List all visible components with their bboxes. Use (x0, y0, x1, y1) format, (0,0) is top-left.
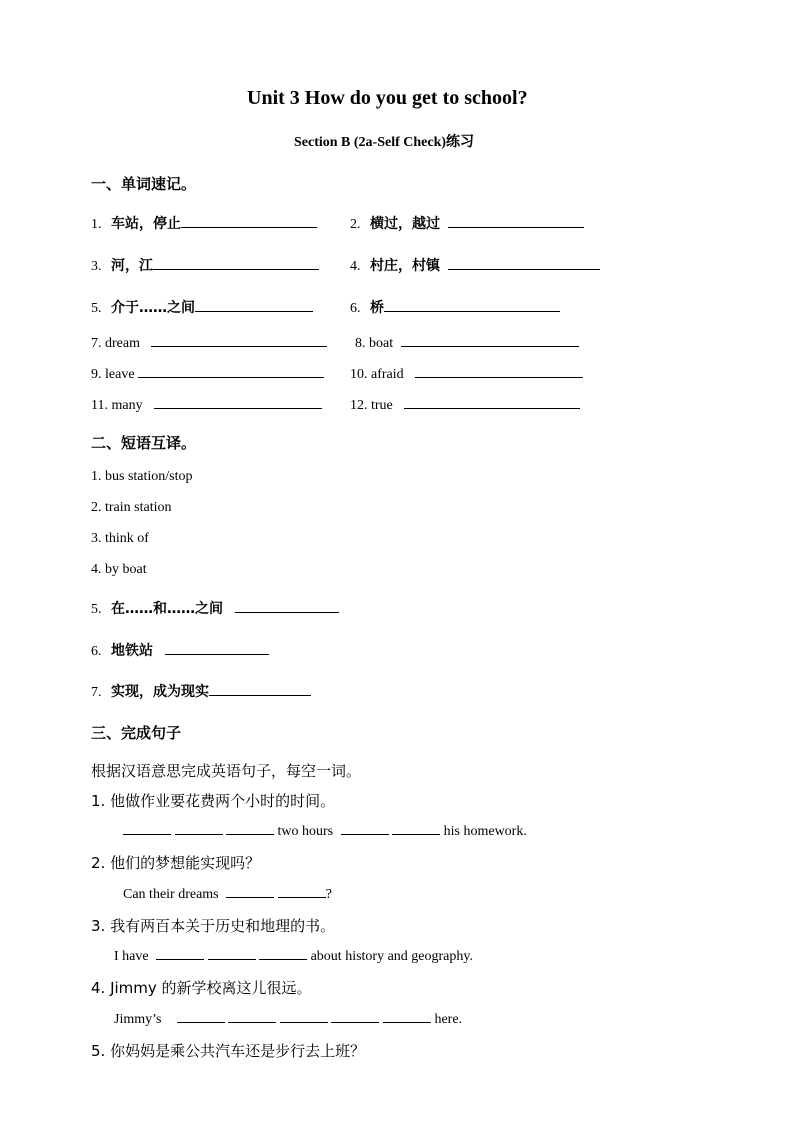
phrase-item: 4. by boat (91, 562, 147, 577)
answer-blank[interactable] (331, 1010, 379, 1023)
answer-blank[interactable] (392, 822, 440, 835)
vocab-item (91, 334, 327, 352)
vocab-item (355, 334, 579, 352)
sentence-text: Can their dreams (123, 887, 219, 902)
phrase-text: 地铁站 (111, 643, 153, 659)
answer-blank[interactable] (226, 822, 274, 835)
sentence-answer-line (114, 947, 473, 965)
vocab-number: 9. (91, 367, 102, 382)
vocab-number: 7. (91, 336, 102, 351)
vocab-number: 11. (91, 398, 108, 413)
sentence-text: his homework. (443, 824, 527, 839)
phrase-cn-item (91, 598, 339, 618)
page-title: Unit 3 How do you get to school? (247, 87, 528, 109)
vocab-text: boat (369, 336, 394, 351)
vocab-text: 横过，越过 (370, 216, 440, 232)
vocab-text: true (371, 398, 393, 413)
vocab-number: 2. (350, 217, 361, 232)
sentence-text: here. (434, 1012, 463, 1027)
answer-blank[interactable] (208, 947, 256, 960)
sentence-cn: 4. Jimmy 的新学校离这儿很远。 (91, 979, 312, 997)
sentence-answer-line (123, 885, 332, 903)
answer-blank[interactable] (235, 600, 339, 613)
sentence-cn: 2. 他们的梦想能实现吗？ (91, 854, 261, 872)
phrase-number: 6. (91, 644, 102, 659)
answer-blank[interactable] (138, 365, 324, 378)
vocab-item (350, 213, 584, 233)
phrase-cn-item (91, 640, 269, 660)
answer-blank[interactable] (156, 947, 204, 960)
sentence-cn: 3. 我有两百本关于历史和地理的书。 (91, 917, 336, 935)
answer-blank[interactable] (165, 642, 269, 655)
vocab-item (91, 213, 317, 233)
answer-blank[interactable] (209, 683, 311, 696)
vocab-number: 10. (350, 367, 368, 382)
answer-blank[interactable] (383, 1010, 431, 1023)
vocab-text: dream (105, 336, 140, 351)
answer-blank[interactable] (404, 396, 580, 409)
answer-blank[interactable] (226, 885, 274, 898)
sentence-text: two hours (277, 824, 334, 839)
vocab-text: many (111, 398, 143, 413)
vocab-item (350, 365, 583, 383)
sentence-text: Jimmy’s (114, 1012, 162, 1027)
vocab-number: 8. (355, 336, 366, 351)
vocab-item (91, 255, 319, 275)
vocab-item (91, 365, 324, 383)
vocab-text: 桥 (370, 300, 384, 316)
vocab-item (350, 255, 600, 275)
answer-blank[interactable] (384, 299, 560, 312)
vocab-number: 12. (350, 398, 368, 413)
section-heading-sentences: 三、完成句子 (91, 724, 182, 742)
answer-blank[interactable] (154, 396, 322, 409)
vocab-number: 4. (350, 259, 361, 274)
phrase-cn-item (91, 681, 311, 701)
answer-blank[interactable] (415, 365, 583, 378)
vocab-text: 车站，停止 (111, 216, 181, 232)
page-subtitle: Section B (2a-Self Check)练习 (294, 135, 475, 150)
instruction-text: 根据汉语意思完成英语句子，每空一词。 (91, 762, 362, 780)
phrase-item: 1. bus station/stop (91, 469, 193, 484)
answer-blank[interactable] (448, 257, 600, 270)
sentence-cn: 5. 你妈妈是乘公共汽车还是步行去上班？ (91, 1042, 366, 1060)
vocab-text: 村庄，村镇 (370, 258, 440, 274)
sentence-answer-line (114, 1010, 462, 1028)
answer-blank[interactable] (153, 257, 319, 270)
answer-blank[interactable] (448, 215, 584, 228)
answer-blank[interactable] (280, 1010, 328, 1023)
sentence-text: I have (114, 949, 149, 964)
section-heading-vocab: 一、单词速记。 (91, 175, 197, 193)
answer-blank[interactable] (175, 822, 223, 835)
phrase-text: 实现，成为现实 (111, 684, 209, 700)
answer-blank[interactable] (177, 1010, 225, 1023)
vocab-text: 河，江 (111, 258, 153, 274)
answer-blank[interactable] (401, 334, 579, 347)
answer-blank[interactable] (181, 215, 317, 228)
sentence-text: ? (325, 887, 332, 902)
sentence-text: about history and geography. (310, 949, 473, 964)
vocab-number: 5. (91, 301, 102, 316)
vocab-number: 6. (350, 301, 361, 316)
sentence-answer-line (123, 822, 527, 840)
section-heading-phrases: 二、短语互译。 (91, 434, 197, 452)
vocab-item (91, 297, 313, 317)
sentence-cn: 1. 他做作业要花费两个小时的时间。 (91, 792, 336, 810)
phrase-item: 3. think of (91, 531, 149, 546)
vocab-text: leave (105, 367, 135, 382)
phrase-item: 2. train station (91, 500, 172, 515)
vocab-item (350, 396, 580, 414)
vocab-text: 介于……之间 (111, 300, 195, 316)
vocab-item (91, 396, 322, 414)
answer-blank[interactable] (151, 334, 327, 347)
answer-blank[interactable] (259, 947, 307, 960)
answer-blank[interactable] (195, 299, 313, 312)
answer-blank[interactable] (228, 1010, 276, 1023)
phrase-text: 在……和……之间 (111, 601, 223, 617)
phrase-number: 5. (91, 602, 102, 617)
vocab-number: 1. (91, 217, 102, 232)
answer-blank[interactable] (123, 822, 171, 835)
vocab-text: afraid (371, 367, 404, 382)
answer-blank[interactable] (278, 885, 326, 898)
answer-blank[interactable] (341, 822, 389, 835)
vocab-item (350, 297, 560, 317)
vocab-number: 3. (91, 259, 102, 274)
phrase-number: 7. (91, 685, 102, 700)
